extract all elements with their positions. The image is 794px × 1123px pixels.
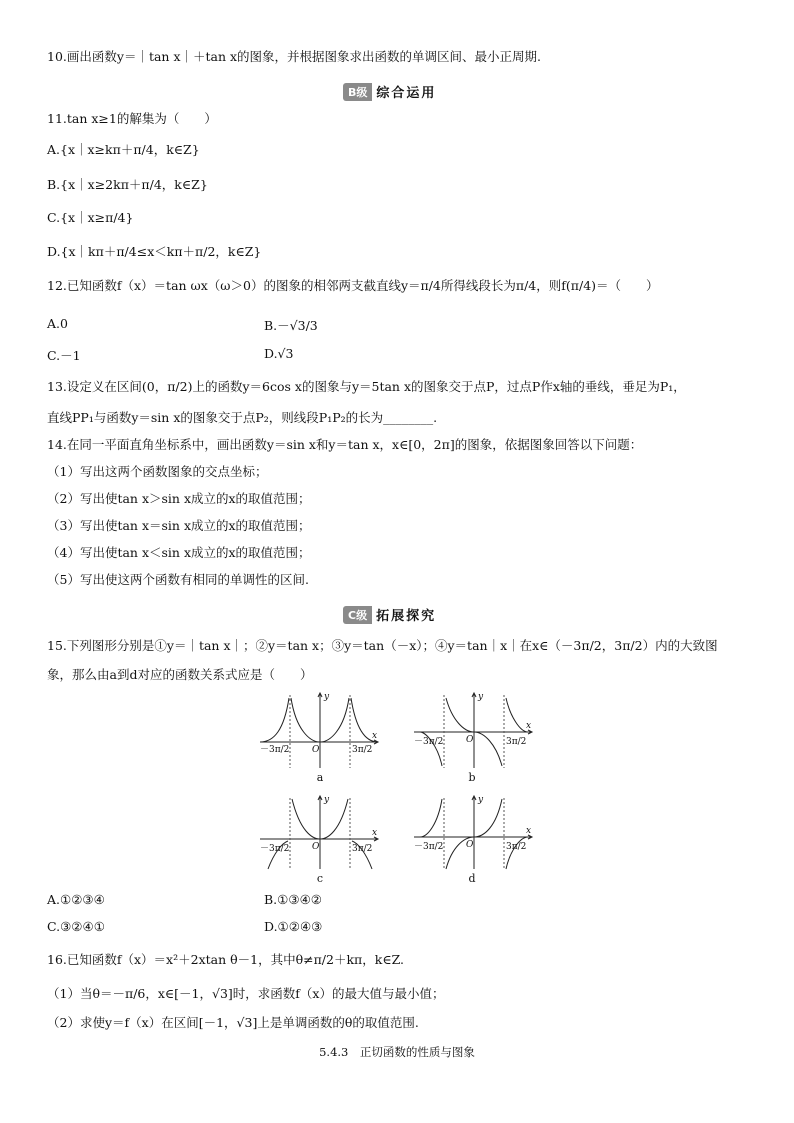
question-12-option-c: C.－1: [47, 348, 81, 363]
question-11-option-b: B.{x｜x≥2kπ＋π/4，k∈Z}: [47, 177, 208, 192]
section-b-title: 综合运用: [376, 86, 437, 101]
graph-a-x-label: x: [372, 731, 378, 741]
question-11-option-a: A.{x｜x≥kπ＋π/4，k∈Z}: [47, 142, 200, 157]
graph-c-neg-tick: －3π/2: [260, 844, 290, 854]
graph-c-x-label: x: [372, 828, 378, 838]
graph-a-y-label: y: [324, 692, 330, 702]
question-12-option-d: D.√3: [264, 346, 294, 361]
question-15-option-a: A.①②③④: [47, 892, 105, 907]
question-11-option-d: D.{x｜kπ＋π/4≤x＜kπ＋π/2，k∈Z}: [47, 244, 262, 259]
graph-a: [258, 690, 382, 770]
page-footer: 5.4.3 正切函数的性质与图象: [319, 1045, 475, 1059]
caption-c: c: [316, 872, 324, 885]
graph-c-pos-tick: 3π/2: [352, 844, 373, 854]
graph-d-y-label: y: [478, 795, 484, 805]
graph-d-neg-tick: －3π/2: [414, 842, 444, 852]
section-c-tag: C级: [343, 606, 372, 624]
graph-c: [258, 793, 382, 871]
question-15-line-2: 象，那么由a到d对应的函数关系式应是（ ）: [47, 667, 313, 682]
graph-d: [412, 793, 536, 871]
graph-b-origin: O: [466, 735, 474, 745]
caption-b: b: [468, 771, 476, 784]
caption-d: d: [468, 872, 476, 885]
question-14-item-3: （3）写出使tan x＝sin x成立的x的取值范围；: [47, 518, 311, 533]
section-b-tag: B级: [343, 83, 372, 101]
graph-d-pos-tick: 3π/2: [506, 842, 527, 852]
question-14-item-2: （2）写出使tan x＞sin x成立的x的取值范围；: [47, 491, 311, 506]
question-12-stem: 12.已知函数f（x）＝tan ωx（ω＞0）的图象的相邻两支截直线y＝π/4所得线段长为π/4，则f(π/4)＝（ ）: [47, 278, 659, 293]
question-11-option-c: C.{x｜x≥π/4}: [47, 210, 134, 225]
question-12-option-a: A.0: [47, 316, 68, 331]
question-14-item-5: （5）写出使这两个函数有相同的单调性的区间.: [47, 572, 309, 587]
graph-b-y-label: y: [478, 692, 484, 702]
question-16-stem: 16.已知函数f（x）＝x²＋2xtan θ－1，其中θ≠π/2＋kπ，k∈Z.: [47, 952, 405, 967]
question-15-option-b: B.①③④②: [264, 892, 322, 907]
graph-c-origin: O: [312, 842, 320, 852]
question-10: 10.画出函数y＝｜tan x｜＋tan x的图象，并根据图象求出函数的单调区间、最小正周期.: [47, 49, 542, 64]
graph-d-origin: O: [466, 840, 474, 850]
graph-a-origin: O: [312, 745, 320, 755]
question-15-option-c: C.③②④①: [47, 919, 105, 934]
section-c-title: 拓展探究: [376, 609, 437, 624]
caption-a: a: [316, 771, 324, 784]
graph-a-pos-tick: 3π/2: [352, 745, 373, 755]
graph-b-x-label: x: [526, 721, 532, 731]
graph-a-neg-tick: －3π/2: [260, 745, 290, 755]
graph-d-x-label: x: [526, 826, 532, 836]
question-14-item-1: （1）写出这两个函数图象的交点坐标；: [47, 464, 268, 479]
question-13-line-2: 直线PP₁与函数y＝sin x的图象交于点P₂，则线段P₁P₂的长为________.: [47, 410, 438, 425]
question-14-item-4: （4）写出使tan x＜sin x成立的x的取值范围；: [47, 545, 311, 560]
section-c-header: [343, 605, 436, 624]
question-16-item-1: （1）当θ＝－π/6，x∈[－1，√3]时，求函数f（x）的最大值与最小值；: [47, 986, 445, 1001]
graph-b-neg-tick: －3π/2: [414, 737, 444, 747]
graph-b-pos-tick: 3π/2: [506, 737, 527, 747]
question-15-option-d: D.①②④③: [264, 919, 323, 934]
question-15-line-1: 15.下列图形分别是①y＝｜tan x｜；②y＝tan x；③y＝tan（－x）；④y＝tan｜x｜在x∈（－3π/2，3π/2）内的大致图: [47, 638, 718, 653]
section-b-header: [343, 82, 436, 101]
question-12-option-b: B.－√3/3: [264, 318, 318, 333]
question-14-stem: 14.在同一平面直角坐标系中，画出函数y＝sin x和y＝tan x，x∈[0，2π]的图象，依据图象回答以下问题：: [47, 437, 643, 452]
graph-c-y-label: y: [324, 795, 330, 805]
graph-b: [412, 690, 536, 770]
question-13-line-1: 13.设定义在区间(0，π/2)上的函数y＝6cos x的图象与y＝5tan x的图象交于点P，过点P作x轴的垂线，垂足为P₁，: [47, 379, 686, 394]
question-11-stem: 11.tan x≥1的解集为（ ）: [47, 111, 217, 126]
question-16-item-2: （2）求使y＝f（x）在区间[－1，√3]上是单调函数的θ的取值范围.: [47, 1015, 419, 1030]
